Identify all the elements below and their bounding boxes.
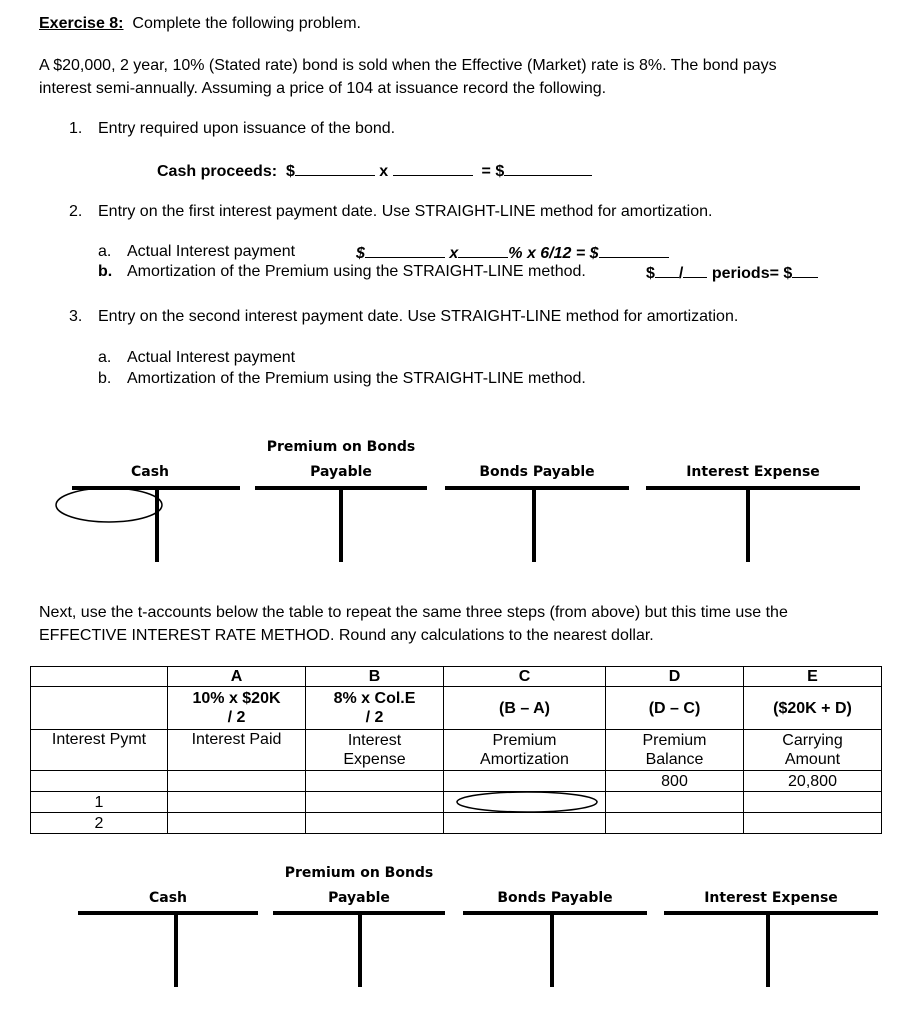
col-formula-c: (B – A) xyxy=(444,687,606,730)
initial-premium-balance: 800 xyxy=(606,771,744,792)
table-cell-input[interactable] xyxy=(744,813,882,834)
col-formula-e: ($20K + D) xyxy=(744,687,882,730)
step-2a-times: x xyxy=(449,245,459,262)
t-account-premium-label-top-2: Payable xyxy=(310,464,372,480)
t-account-interest-bottom-bar xyxy=(664,911,878,915)
t-account-premium-top-stem xyxy=(339,486,343,562)
t-account-cash-bottom-bar xyxy=(78,911,258,915)
table-cell-input[interactable] xyxy=(606,813,744,834)
table-cell-input[interactable] xyxy=(306,792,444,813)
table-cell-input[interactable] xyxy=(444,771,606,792)
table-cell-input[interactable] xyxy=(306,813,444,834)
col-name-d-line-2: Balance xyxy=(645,751,704,768)
col-letter-b: B xyxy=(306,667,444,687)
table-cell-input[interactable] xyxy=(168,813,306,834)
exercise-heading xyxy=(39,15,361,33)
t-account-premium-bottom-stem xyxy=(358,911,362,987)
step-2b-text: Amortization of the Premium using the STRAIGHT-LINE method. xyxy=(127,263,586,280)
table-cell-input[interactable] xyxy=(306,771,444,792)
t-account-premium-label-bottom-1: Premium on Bonds xyxy=(284,865,434,881)
t-account-interest-bottom-stem xyxy=(766,911,770,987)
table-formula-row xyxy=(31,687,882,730)
step-3a-text: Actual Interest payment xyxy=(127,349,296,366)
step-2b-blank-3[interactable] xyxy=(792,263,818,278)
step-3a-letter: a. xyxy=(98,349,112,366)
t-account-interest-top-bar xyxy=(646,486,860,490)
cash-proceeds-blank-1[interactable] xyxy=(295,161,375,176)
step-3-text: Entry on the second interest payment date. Use STRAIGHT-LINE method for amortization. xyxy=(98,308,739,325)
step-2b-blank-1[interactable] xyxy=(655,263,679,278)
row-label-header: Interest Pymt xyxy=(31,730,168,771)
table-cell-input[interactable] xyxy=(606,792,744,813)
step-1-text: Entry required upon issuance of the bond. xyxy=(98,120,396,137)
initial-carrying-amount: 20,800 xyxy=(744,771,882,792)
formula-a-line-1: 10% x $20K xyxy=(192,690,281,707)
col-letter-e: E xyxy=(744,667,882,687)
step-2b-formula xyxy=(646,263,818,283)
cash-proceeds-blank-2[interactable] xyxy=(393,161,473,176)
col-formula-a xyxy=(168,687,306,730)
table-row-initial xyxy=(31,771,882,792)
col-name-d-line-1: Premium xyxy=(642,732,707,749)
table-cell-input[interactable] xyxy=(744,792,882,813)
table-name-row xyxy=(31,730,882,771)
col-letter-c: C xyxy=(444,667,606,687)
next-para-line-2: EFFECTIVE INTEREST RATE METHOD. Round any calculations to the nearest dollar. xyxy=(39,627,654,644)
table-cell-input[interactable] xyxy=(444,813,606,834)
step-2a-rate-formula: % x 6/12 = $ xyxy=(508,245,599,262)
t-account-premium-label-bottom-2: Payable xyxy=(328,890,390,906)
step-3b-text: Amortization of the Premium using the STRAIGHT-LINE method. xyxy=(127,370,586,387)
step-2a-text: Actual Interest payment xyxy=(127,243,296,260)
col-formula-b xyxy=(306,687,444,730)
t-account-bonds-bottom-bar xyxy=(463,911,647,915)
cash-proceeds-times: x xyxy=(379,163,389,180)
t-account-bonds-bottom-stem xyxy=(550,911,554,987)
table-letter-row xyxy=(31,667,882,687)
t-account-bonds-top-bar xyxy=(445,486,629,490)
row-number-2: 2 xyxy=(31,813,168,834)
formula-b-line-2: / 2 xyxy=(365,709,384,726)
exercise-instruction: Complete the following problem. xyxy=(132,15,361,32)
col-name-e xyxy=(744,730,882,771)
table-row xyxy=(31,813,882,834)
formula-b-line-1: 8% x Col.E xyxy=(333,690,416,707)
step-3-number: 3. xyxy=(69,308,83,325)
row-number-1: 1 xyxy=(31,792,168,813)
cash-proceeds-equals: = $ xyxy=(481,163,505,180)
step-2a-dollar: $ xyxy=(356,245,365,262)
step-2b-blank-2[interactable] xyxy=(683,263,707,278)
t-account-bonds-top-stem xyxy=(532,486,536,562)
amortization-highlight-ellipse xyxy=(454,790,602,814)
step-2a-blank-2[interactable] xyxy=(458,243,508,258)
cash-proceeds-line xyxy=(157,161,592,181)
table-cell-empty xyxy=(31,771,168,792)
t-account-bonds-label-top: Bonds Payable xyxy=(479,464,595,480)
t-account-interest-top-stem xyxy=(746,486,750,562)
cash-highlight-ellipse xyxy=(52,485,168,525)
col-name-b xyxy=(306,730,444,771)
t-account-interest-label-top: Interest Expense xyxy=(686,464,820,480)
step-2b-periods: periods= $ xyxy=(711,265,793,282)
table-cell-input[interactable] xyxy=(168,771,306,792)
step-2-number: 2. xyxy=(69,203,83,220)
col-name-e-line-1: Carrying xyxy=(782,732,843,749)
problem-line-2: interest semi-annually. Assuming a price of 104 at issuance record the following. xyxy=(39,80,607,97)
col-name-a: Interest Paid xyxy=(168,730,306,771)
step-2a-formula xyxy=(356,243,669,263)
col-name-c-line-1: Premium xyxy=(492,732,557,749)
cash-proceeds-dollar: $ xyxy=(285,163,295,180)
table-cell-empty xyxy=(31,687,168,730)
col-name-c xyxy=(444,730,606,771)
col-name-c-line-2: Amortization xyxy=(480,751,569,768)
t-account-premium-label-top-1: Premium on Bonds xyxy=(266,439,416,455)
problem-line-1: A $20,000, 2 year, 10% (Stated rate) bond is sold when the Effective (Market) rate is 8%. The bond pays xyxy=(39,57,777,74)
col-formula-d: (D – C) xyxy=(606,687,744,730)
col-letter-d: D xyxy=(606,667,744,687)
step-1-number: 1. xyxy=(69,120,83,137)
col-name-b-line-2: Expense xyxy=(343,751,406,768)
t-account-cash-label-top: Cash xyxy=(130,464,170,480)
step-2b-slash: / xyxy=(678,265,684,282)
col-name-d xyxy=(606,730,744,771)
col-letter-a: A xyxy=(168,667,306,687)
col-name-b-line-1: Interest xyxy=(347,732,402,749)
next-para-line-1: Next, use the t-accounts below the table to repeat the same three steps (from above) but this time use the xyxy=(39,604,788,621)
step-2-text: Entry on the first interest payment date. Use STRAIGHT-LINE method for amortization. xyxy=(98,203,713,220)
table-cell-input-circled[interactable] xyxy=(444,792,606,813)
table-cell-input[interactable] xyxy=(168,792,306,813)
t-account-bonds-label-bottom: Bonds Payable xyxy=(497,890,613,906)
step-2a-blank-3[interactable] xyxy=(599,243,669,258)
step-2b-dollar: $ xyxy=(646,265,655,282)
col-name-e-line-2: Amount xyxy=(784,751,841,768)
formula-a-line-2: / 2 xyxy=(227,709,246,726)
table-cell-empty xyxy=(31,667,168,687)
step-2a-letter: a. xyxy=(98,243,112,260)
table-row xyxy=(31,792,882,813)
step-3b-letter: b. xyxy=(98,370,112,387)
cash-proceeds-blank-3[interactable] xyxy=(504,161,592,176)
step-2a-blank-1[interactable] xyxy=(365,243,445,258)
t-account-interest-label-bottom: Interest Expense xyxy=(704,890,838,906)
t-account-cash-label-bottom: Cash xyxy=(148,890,188,906)
cash-proceeds-label: Cash proceeds: xyxy=(157,163,278,180)
amortization-schedule-table xyxy=(30,666,882,834)
step-2b-letter: b. xyxy=(98,263,113,280)
exercise-label: Exercise 8: xyxy=(39,15,124,32)
t-account-cash-bottom-stem xyxy=(174,911,178,987)
